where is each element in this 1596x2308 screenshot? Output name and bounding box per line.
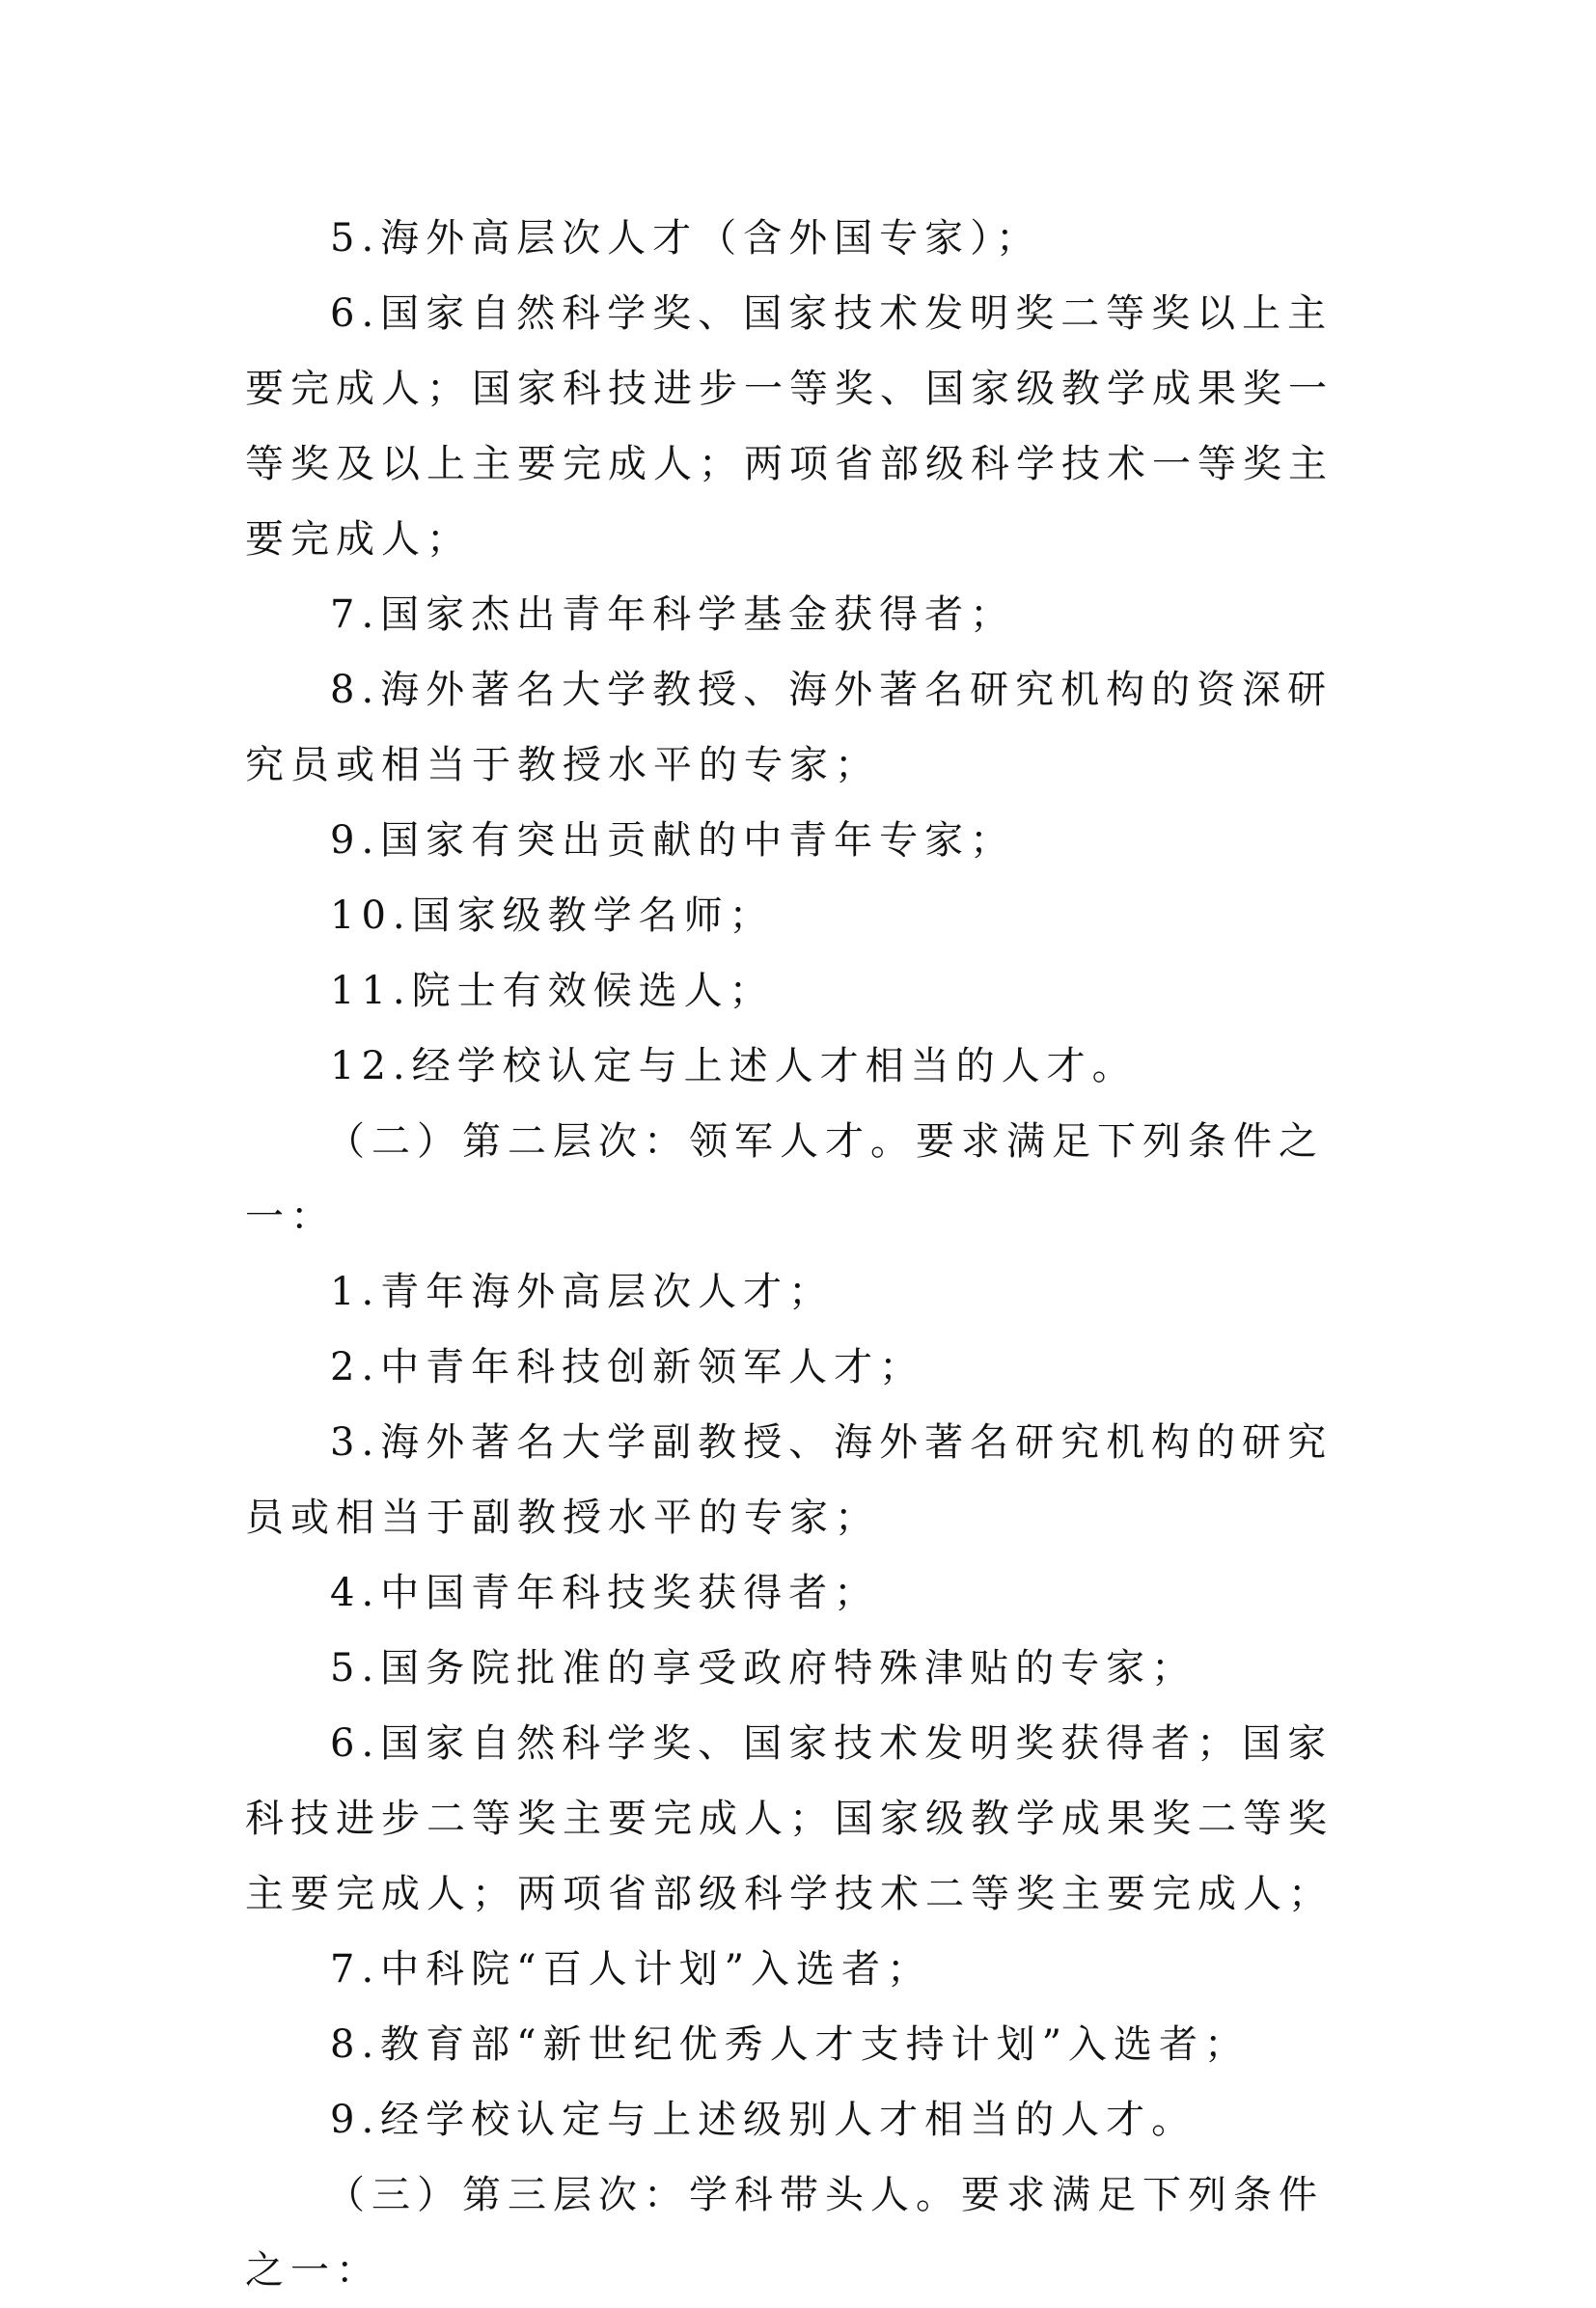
paragraph-item-9: 9.国家有突出贡献的中青年专家； — [330, 818, 1016, 863]
section-heading-level-2: （二）第二层次：领军人才。要求满足下列条件之一： — [245, 1119, 1324, 1239]
paragraph-level2-item-7: 7.中科院“百人计划”入选者； — [330, 1947, 933, 1992]
paragraph-item-10: 10.国家级教学名师； — [330, 893, 775, 938]
paragraph-level2-item-8: 8.教育部“新世纪优秀人才支持计划”入选者； — [330, 2022, 1251, 2067]
paragraph-level2-item-5: 5.国务院批准的享受政府特殊津贴的专家； — [330, 1646, 1197, 1690]
paragraph-item-11: 11.院士有效候选人； — [330, 969, 775, 1013]
paragraph-level2-item-4: 4.中国青年科技奖获得者； — [330, 1571, 880, 1615]
paragraph-item-12: 12.经学校认定与上述人才相当的人才。 — [330, 1044, 1138, 1088]
paragraph-item-8: 8.海外著名大学教授、海外著名研究机构的资深研究员或相当于教授水平的专家； — [245, 668, 1334, 787]
paragraph-level2-item-2: 2.中青年科技创新领军人才； — [330, 1345, 925, 1389]
paragraph-level2-item-6: 6.国家自然科学奖、国家技术发明奖获得者；国家科技进步二等奖主要完成人；国家级教学成果奖二等奖主要完成人；两项省部级科学技术二等奖主要完成人； — [245, 1721, 1334, 1916]
paragraph-item-7: 7.国家杰出青年科学基金获得者； — [330, 592, 1016, 637]
paragraph-item-6: 6.国家自然科学奖、国家技术发明奖二等奖以上主要完成人；国家科技进步一等奖、国家级教学成果奖一等奖及以上主要完成人；两项省部级科学技术一等奖主要完成人； — [245, 291, 1334, 562]
paragraph-level2-item-3: 3.海外著名大学副教授、海外著名研究机构的研究员或相当于副教授水平的专家； — [245, 1420, 1334, 1540]
paragraph-level2-item-1: 1.青年海外高层次人才； — [330, 1270, 835, 1314]
document-body — [245, 201, 1364, 2308]
section-heading-level-3: （三）第三层次：学科带头人。要求满足下列条件之一： — [245, 2173, 1324, 2293]
paragraph-level2-item-9: 9.经学校认定与上述级别人才相当的人才。 — [330, 2098, 1197, 2142]
paragraph-item-5: 5.海外高层次人才（含外国专家）； — [330, 216, 1042, 261]
